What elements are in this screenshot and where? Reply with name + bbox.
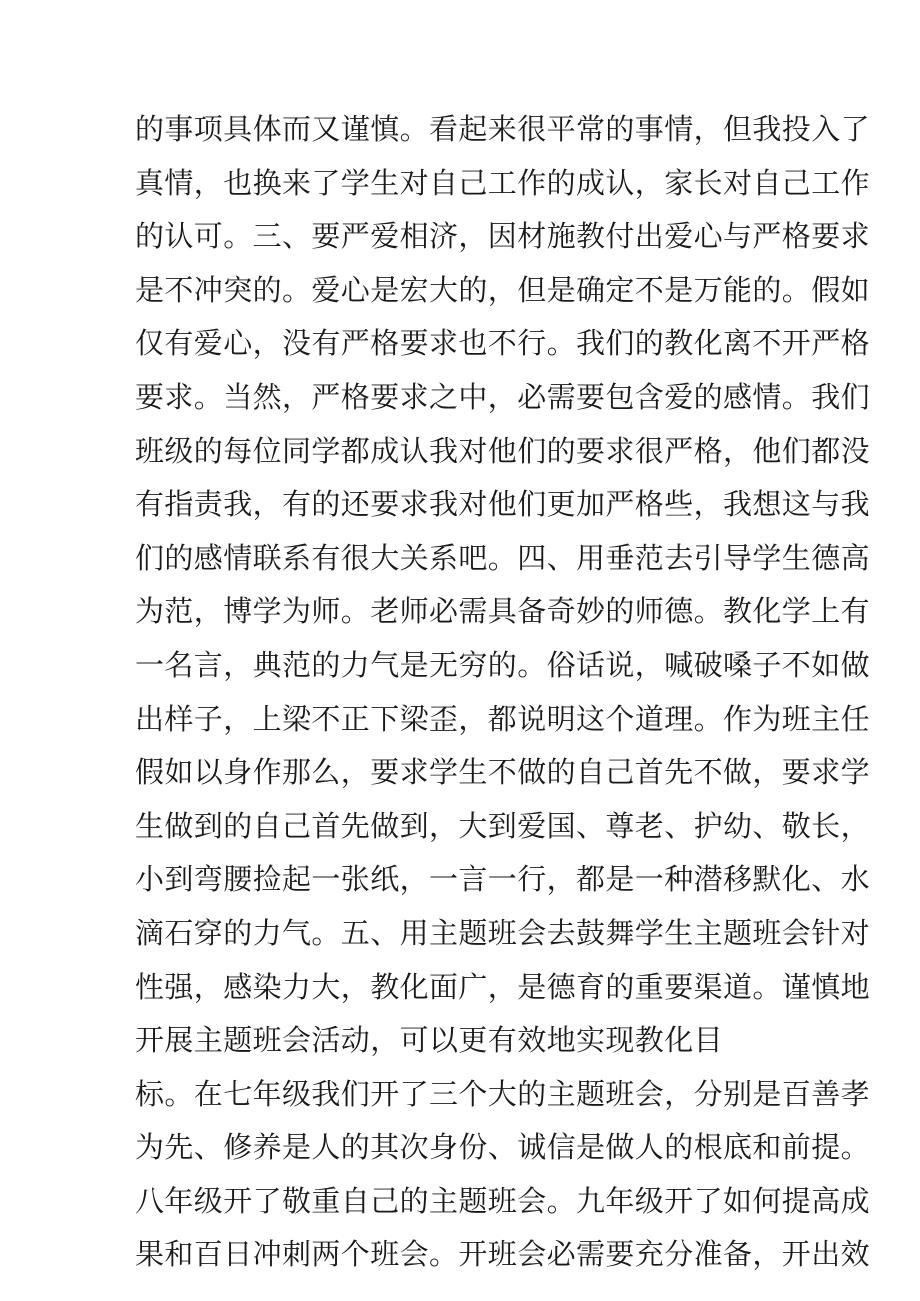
text-line: 性强，感染力大，教化面广，是德育的重要渠道。谨慎地 (135, 969, 871, 1004)
text-line: 为范，博学为师。老师必需具备奇妙的师德。教化学上有 (135, 594, 871, 629)
text-line: 小到弯腰捡起一张纸，一言一行，都是一种潜移默化、水 (135, 862, 871, 897)
text-line: 班级的每位同学都成认我对他们的要求很严格，他们都没 (135, 433, 871, 468)
text-line: 生做到的自己首先做到，大到爱国、尊老、护幼、敬长， (135, 808, 871, 843)
text-line: 真情，也换来了学生对自己工作的成认，家长对自己工作 (135, 165, 871, 200)
text-line: 仅有爱心，没有严格要求也不行。我们的教化离不开严格 (135, 326, 871, 361)
text-line: 滴石穿的力气。五、用主题班会去鼓舞学生主题班会针对 (135, 915, 871, 950)
text-line: 为先、修养是人的其次身份、诚信是做人的根底和前提。 (135, 1130, 871, 1165)
text-line: 的事项具体而又谨慎。看起来很平常的事情，但我投入了 (135, 112, 871, 146)
text-line: 开展主题班会活动，可以更有效地实现教化目 (135, 1023, 724, 1058)
text-line: 一名言，典范的力气是无穷的。俗话说，喊破嗓子不如做 (135, 647, 871, 682)
text-line: 八年级开了敬重自己的主题班会。九年级开了如何提高成 (135, 1183, 871, 1218)
text-line: 要求。当然，严格要求之中，必需要包含爱的感情。我们 (135, 379, 871, 414)
text-line: 标。在七年级我们开了三个大的主题班会，分别是百善孝 (135, 1076, 871, 1111)
body-text (135, 103, 871, 1282)
text-line: 的认可。三、要严爱相济，因材施教付出爱心与严格要求 (135, 219, 871, 254)
text-line: 假如以身作那么，要求学生不做的自己首先不做，要求学 (135, 755, 871, 790)
text-line: 果和百日冲刺两个班会。开班会必需要充分准备，开出效 (135, 1237, 871, 1272)
text-line: 是不冲突的。爱心是宏大的，但是确定不是万能的。假如 (135, 272, 871, 307)
text-line: 有指责我，有的还要求我对他们更加严格些，我想这与我 (135, 487, 871, 522)
text-line: 出样子，上梁不正下梁歪，都说明这个道理。作为班主任 (135, 701, 871, 736)
text-line: 们的感情联系有很大关系吧。四、用垂范去引导学生德高 (135, 540, 871, 575)
